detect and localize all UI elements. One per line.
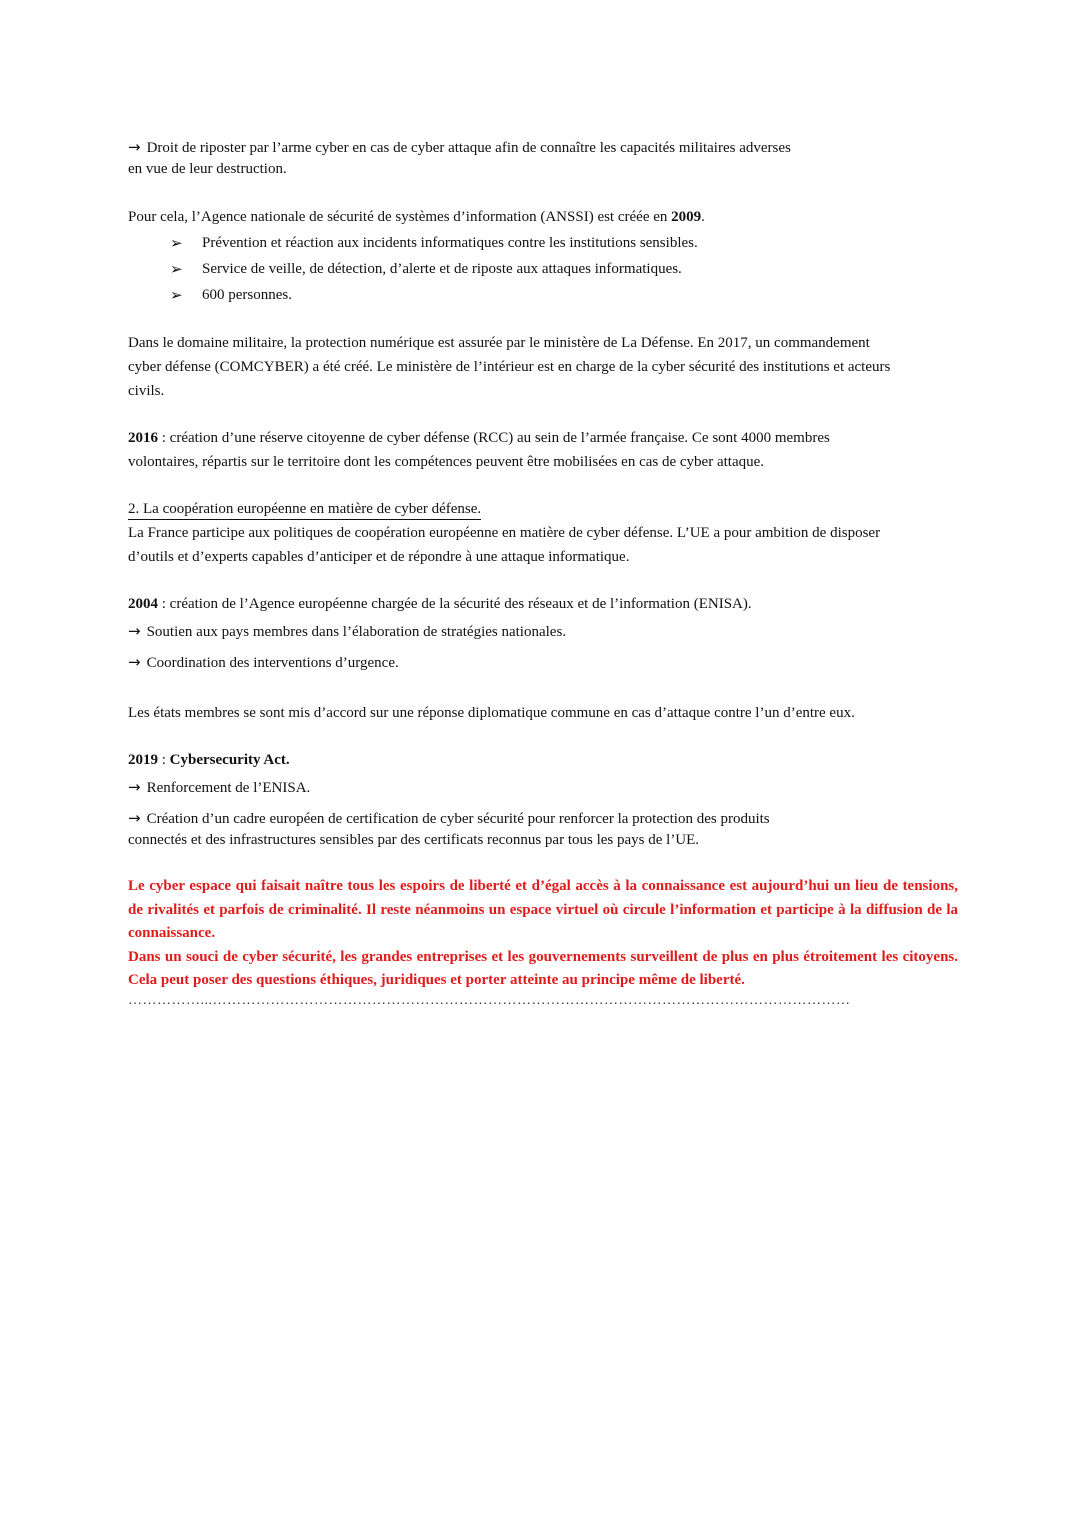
arrow-icon: → (128, 809, 141, 827)
states-paragraph: Les états membres se sont mis d’accord sur une réponse diplomatique commune en cas d’attaque contre l’un d’entre eux. (128, 705, 855, 721)
arrow-icon: → (128, 653, 141, 671)
dotted-separator: ……………...…………………………………………………………………………………………………………………… (128, 992, 851, 1008)
cybersecurity-act-heading: 2019 : Cybersecurity Act. (128, 752, 290, 768)
conclusion-paragraph-2: Dans un souci de cyber sécurité, les grandes entreprises et les gouvernements surveillent de plus en plus étroitement les citoyens. Cela peut poser des questions éthiques, juridiques et porter atteinte au principe même de liberté. (128, 948, 958, 988)
list-item: ➢ 600 personnes. (128, 282, 958, 308)
act-arrow-item: → Création d’un cadre européen de certification de cyber sécurité pour renforcer la protection des produits (128, 809, 770, 827)
chevron-bullet-icon: ➢ (170, 286, 183, 304)
list-item: ➢ Prévention et réaction aux incidents informatiques contre les institutions sensibles. (128, 230, 958, 256)
chevron-bullet-icon: ➢ (170, 234, 183, 252)
arrow-icon: → (128, 138, 141, 156)
act-arrow-item-cont: connectés et des infrastructures sensibles par des certificats reconnus par tous les pays de l’UE. (128, 832, 700, 848)
enisa-arrow-item: → Coordination des interventions d’urgence. (128, 653, 399, 671)
anssi-paragraph: Pour cela, l’Agence nationale de sécurité de systèmes d’information (ANSSI) est créée en 2009. (128, 209, 705, 225)
riposte-arrow-line-cont: en vue de leur destruction. (128, 161, 287, 177)
rcc-paragraph: 2016 : création d’une réserve citoyenne de cyber défense (RCC) au sein de l’armée française. Ce sont 4000 membres volontaires, répartis sur le territoire dont les compétences peuvent être mobilisées en cas de cyber attaque. (128, 430, 830, 470)
arrow-icon: → (128, 622, 141, 640)
document-content (128, 132, 958, 1009)
section2-heading: 2. La coopération européenne en matière de cyber défense. (128, 497, 958, 521)
anssi-bullet-list (128, 230, 958, 308)
enisa-paragraph: 2004 : création de l’Agence européenne chargée de la sécurité des réseaux et de l’information (ENISA). (128, 596, 752, 612)
enisa-arrow-item: → Soutien aux pays membres dans l’élaboration de stratégies nationales. (128, 622, 567, 640)
list-item: ➢ Service de veille, de détection, d’alerte et de riposte aux attaques informatiques. (128, 256, 958, 282)
act-arrow-item: → Renforcement de l’ENISA. (128, 778, 311, 796)
section2-intro: La France participe aux politiques de coopération européenne en matière de cyber défense. L’UE a pour ambition de disposer d’outils et d’experts capables d’anticiper et de répondre à une attaque informatique. (128, 525, 881, 565)
arrow-icon: → (128, 778, 141, 796)
conclusion-paragraph-1: Le cyber espace qui faisait naître tous les espoirs de liberté et d’égal accès à la connaissance est aujourd’hui un lieu de tensions, de rivalités et parfois de criminalité. Il reste néanmoins un espace virtuel où circule l’information et participe à la diffusion de la connaissance. (128, 878, 958, 941)
military-paragraph: Dans le domaine militaire, la protection numérique est assurée par le ministère de La Défense. En 2017, un commandement cyber défense (COMCYBER) a été créé. Le ministère de l’intérieur est en charge de la cyber sécurité des institutions et acteurs civils. (128, 335, 891, 399)
chevron-bullet-icon: ➢ (170, 260, 183, 278)
riposte-arrow-line: → Droit de riposter par l’arme cyber en cas de cyber attaque afin de connaître les capacités militaires adverses (128, 138, 791, 156)
